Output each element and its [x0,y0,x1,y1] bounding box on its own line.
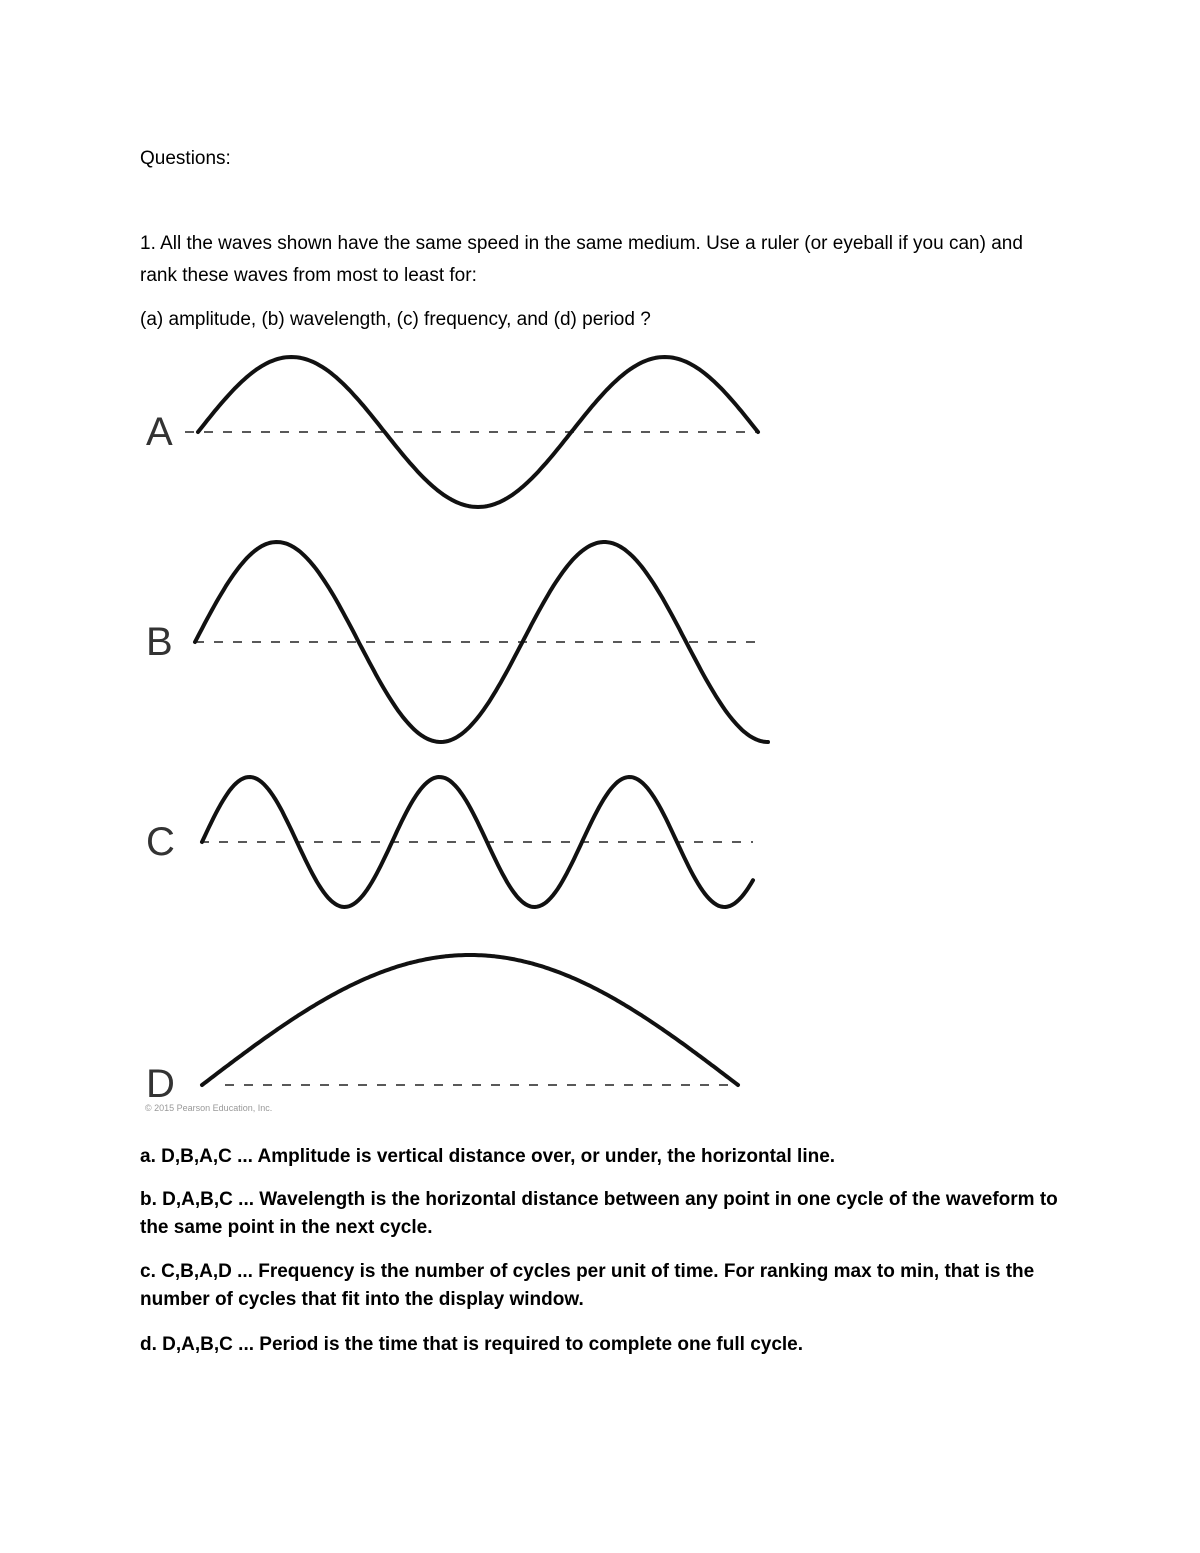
page-heading: Questions: [140,148,231,169]
wave-d-group [146,955,738,1106]
wave-d-label: D [146,1062,175,1106]
wave-d-curve [202,955,738,1085]
question-line-1: 1. All the waves shown have the same speed in the same medium. Use a ruler (or eyeball if you can) and [140,233,1023,254]
wave-figure [130,345,790,1120]
wave-b-label: B [146,620,173,664]
answer-a: a. D,B,A,C ... Amplitude is vertical distance over, or under, the horizontal line. [140,1146,836,1167]
answer-b: b. D,A,B,C ... Wavelength is the horizontal distance between any point in one cycle of the waveform to the same point in the next cycle. [140,1189,1058,1238]
answer-d: d. D,A,B,C ... Period is the time that is required to complete one full cycle. [140,1334,804,1355]
wave-c-group [146,777,753,907]
copyright-credit: © 2015 Pearson Education, Inc. [145,1103,273,1113]
answer-c: c. C,B,A,D ... Frequency is the number of cycles per unit of time. For ranking max to min, that is the number of cycles that fit into the display window. [140,1261,1035,1310]
wave-c-label: C [146,820,175,864]
wave-a-group [146,357,758,507]
question-line-2: rank these waves from most to least for: [140,265,477,286]
question-parts: (a) amplitude, (b) wavelength, (c) frequency, and (d) period ? [140,309,651,330]
wave-a-label: A [146,410,173,454]
wave-b-group [146,542,768,742]
